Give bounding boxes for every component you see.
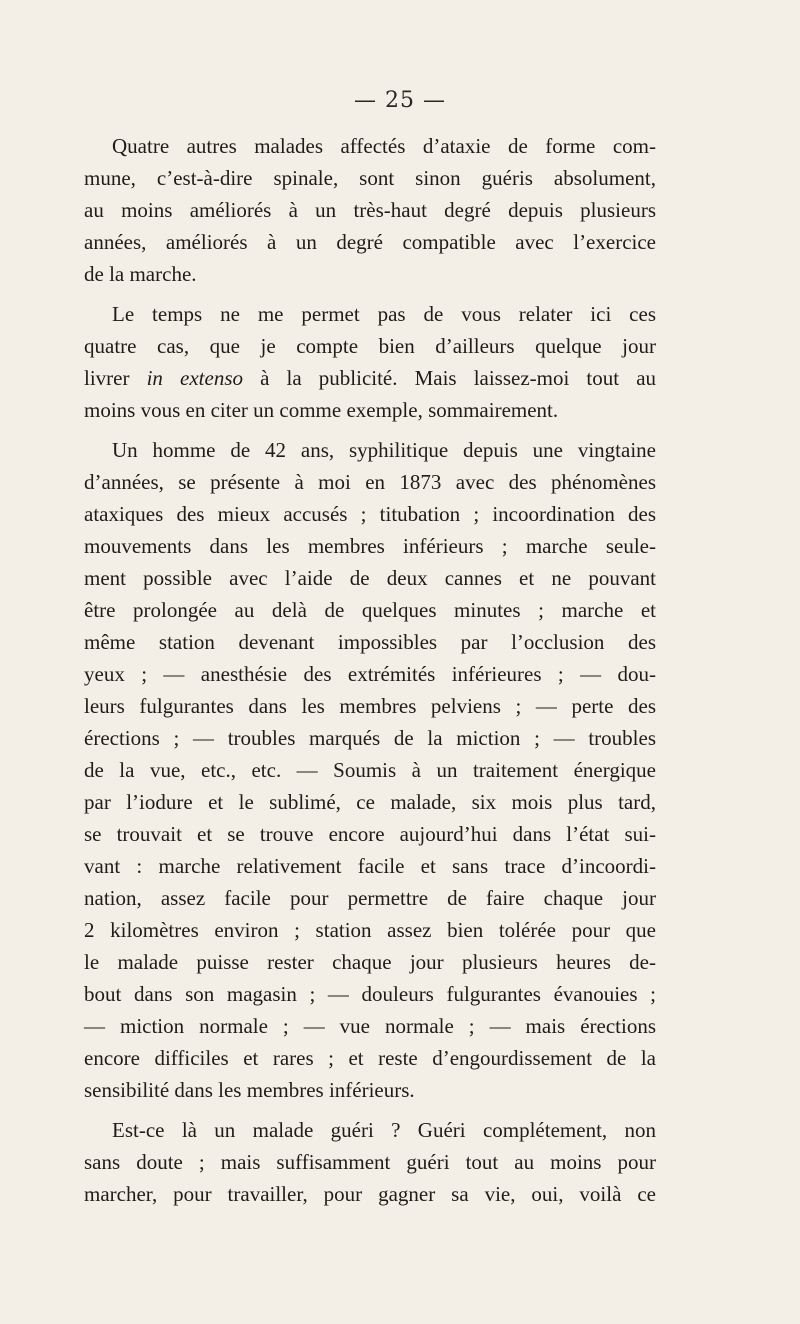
text-line: leurs fulgurantes dans les membres pelviens ; — perte des [84, 694, 656, 718]
text-line: le malade puisse rester chaque jour plusieurs heures de- [84, 950, 656, 974]
text-line: érections ; — troubles marqués de la miction ; — troubles [84, 726, 656, 750]
text-line: années, améliorés à un degré compatible avec l’exercice [84, 230, 656, 254]
text-line: ment possible avec l’aide de deux cannes et ne pouvant [84, 566, 656, 590]
text-line: mune, c’est-à-dire spinale, sont sinon guéris absolument, [84, 166, 656, 190]
text-line: se trouvait et se trouve encore aujourd’hui dans l’état sui- [84, 822, 656, 846]
text-line: ataxiques des mieux accusés ; titubation ; incoordination des [84, 502, 656, 526]
text-line: même station devenant impossibles par l’occlusion des [84, 630, 656, 654]
text-line: vant : marche relativement facile et sans trace d’incoordi- [84, 854, 656, 878]
paragraph-4 [84, 1114, 656, 1210]
text-line: être prolongée au delà de quelques minutes ; marche et [84, 598, 656, 622]
text-line: sensibilité dans les membres inférieurs. [84, 1078, 415, 1102]
text-line: au moins améliorés à un très-haut degré depuis plusieurs [84, 198, 656, 222]
text-line: encore difficiles et rares ; et reste d’engourdissement de la [84, 1046, 656, 1070]
text-line: — miction normale ; — vue normale ; — mais érections [84, 1014, 656, 1038]
text-line: moins vous en citer un comme exemple, sommairement. [84, 398, 559, 422]
text-line: Quatre autres malades affectés d’ataxie de forme com- [112, 134, 656, 158]
text-line: marcher, pour travailler, pour gagner sa vie, oui, voilà ce [84, 1182, 656, 1206]
paragraph-1 [84, 130, 656, 290]
text-line: de la marche. [84, 262, 197, 286]
text-line: Un homme de 42 ans, syphilitique depuis une vingtaine [112, 438, 656, 462]
text-line: par l’iodure et le sublimé, ce malade, six mois plus tard, [84, 790, 656, 814]
text-line: yeux ; — anesthésie des extrémités inférieures ; — dou- [84, 662, 656, 686]
text-line: bout dans son magasin ; — douleurs fulgurantes évanouies ; [84, 982, 656, 1006]
paragraph-2 [84, 298, 656, 426]
text-line: 2 kilomètres environ ; station assez bien tolérée pour que [84, 918, 656, 942]
text-line: d’années, se présente à moi en 1873 avec des phénomènes [84, 470, 656, 494]
text-line-mixed [84, 362, 656, 394]
text-fragment: à la publicité. Mais laissez-moi tout au [260, 366, 657, 390]
text-line: Est-ce là un malade guéri ? Guéri complétement, non [112, 1118, 656, 1142]
text-line: sans doute ; mais suffisamment guéri tout au moins pour [84, 1150, 656, 1174]
page-number: — 25 — [354, 88, 446, 113]
body-text [84, 130, 656, 1218]
italic-phrase: in extenso [146, 366, 243, 390]
text-fragment: livrer [84, 366, 130, 390]
text-line: Le temps ne me permet pas de vous relater ici ces [112, 302, 656, 326]
text-line: nation, assez facile pour permettre de faire chaque jour [84, 886, 656, 910]
text-line: quatre cas, que je compte bien d’ailleurs quelque jour [84, 334, 656, 358]
text-line: mouvements dans les membres inférieurs ; marche seule- [84, 534, 656, 558]
paragraph-3 [84, 434, 656, 1106]
text-line: de la vue, etc., etc. — Soumis à un traitement énergique [84, 758, 656, 782]
